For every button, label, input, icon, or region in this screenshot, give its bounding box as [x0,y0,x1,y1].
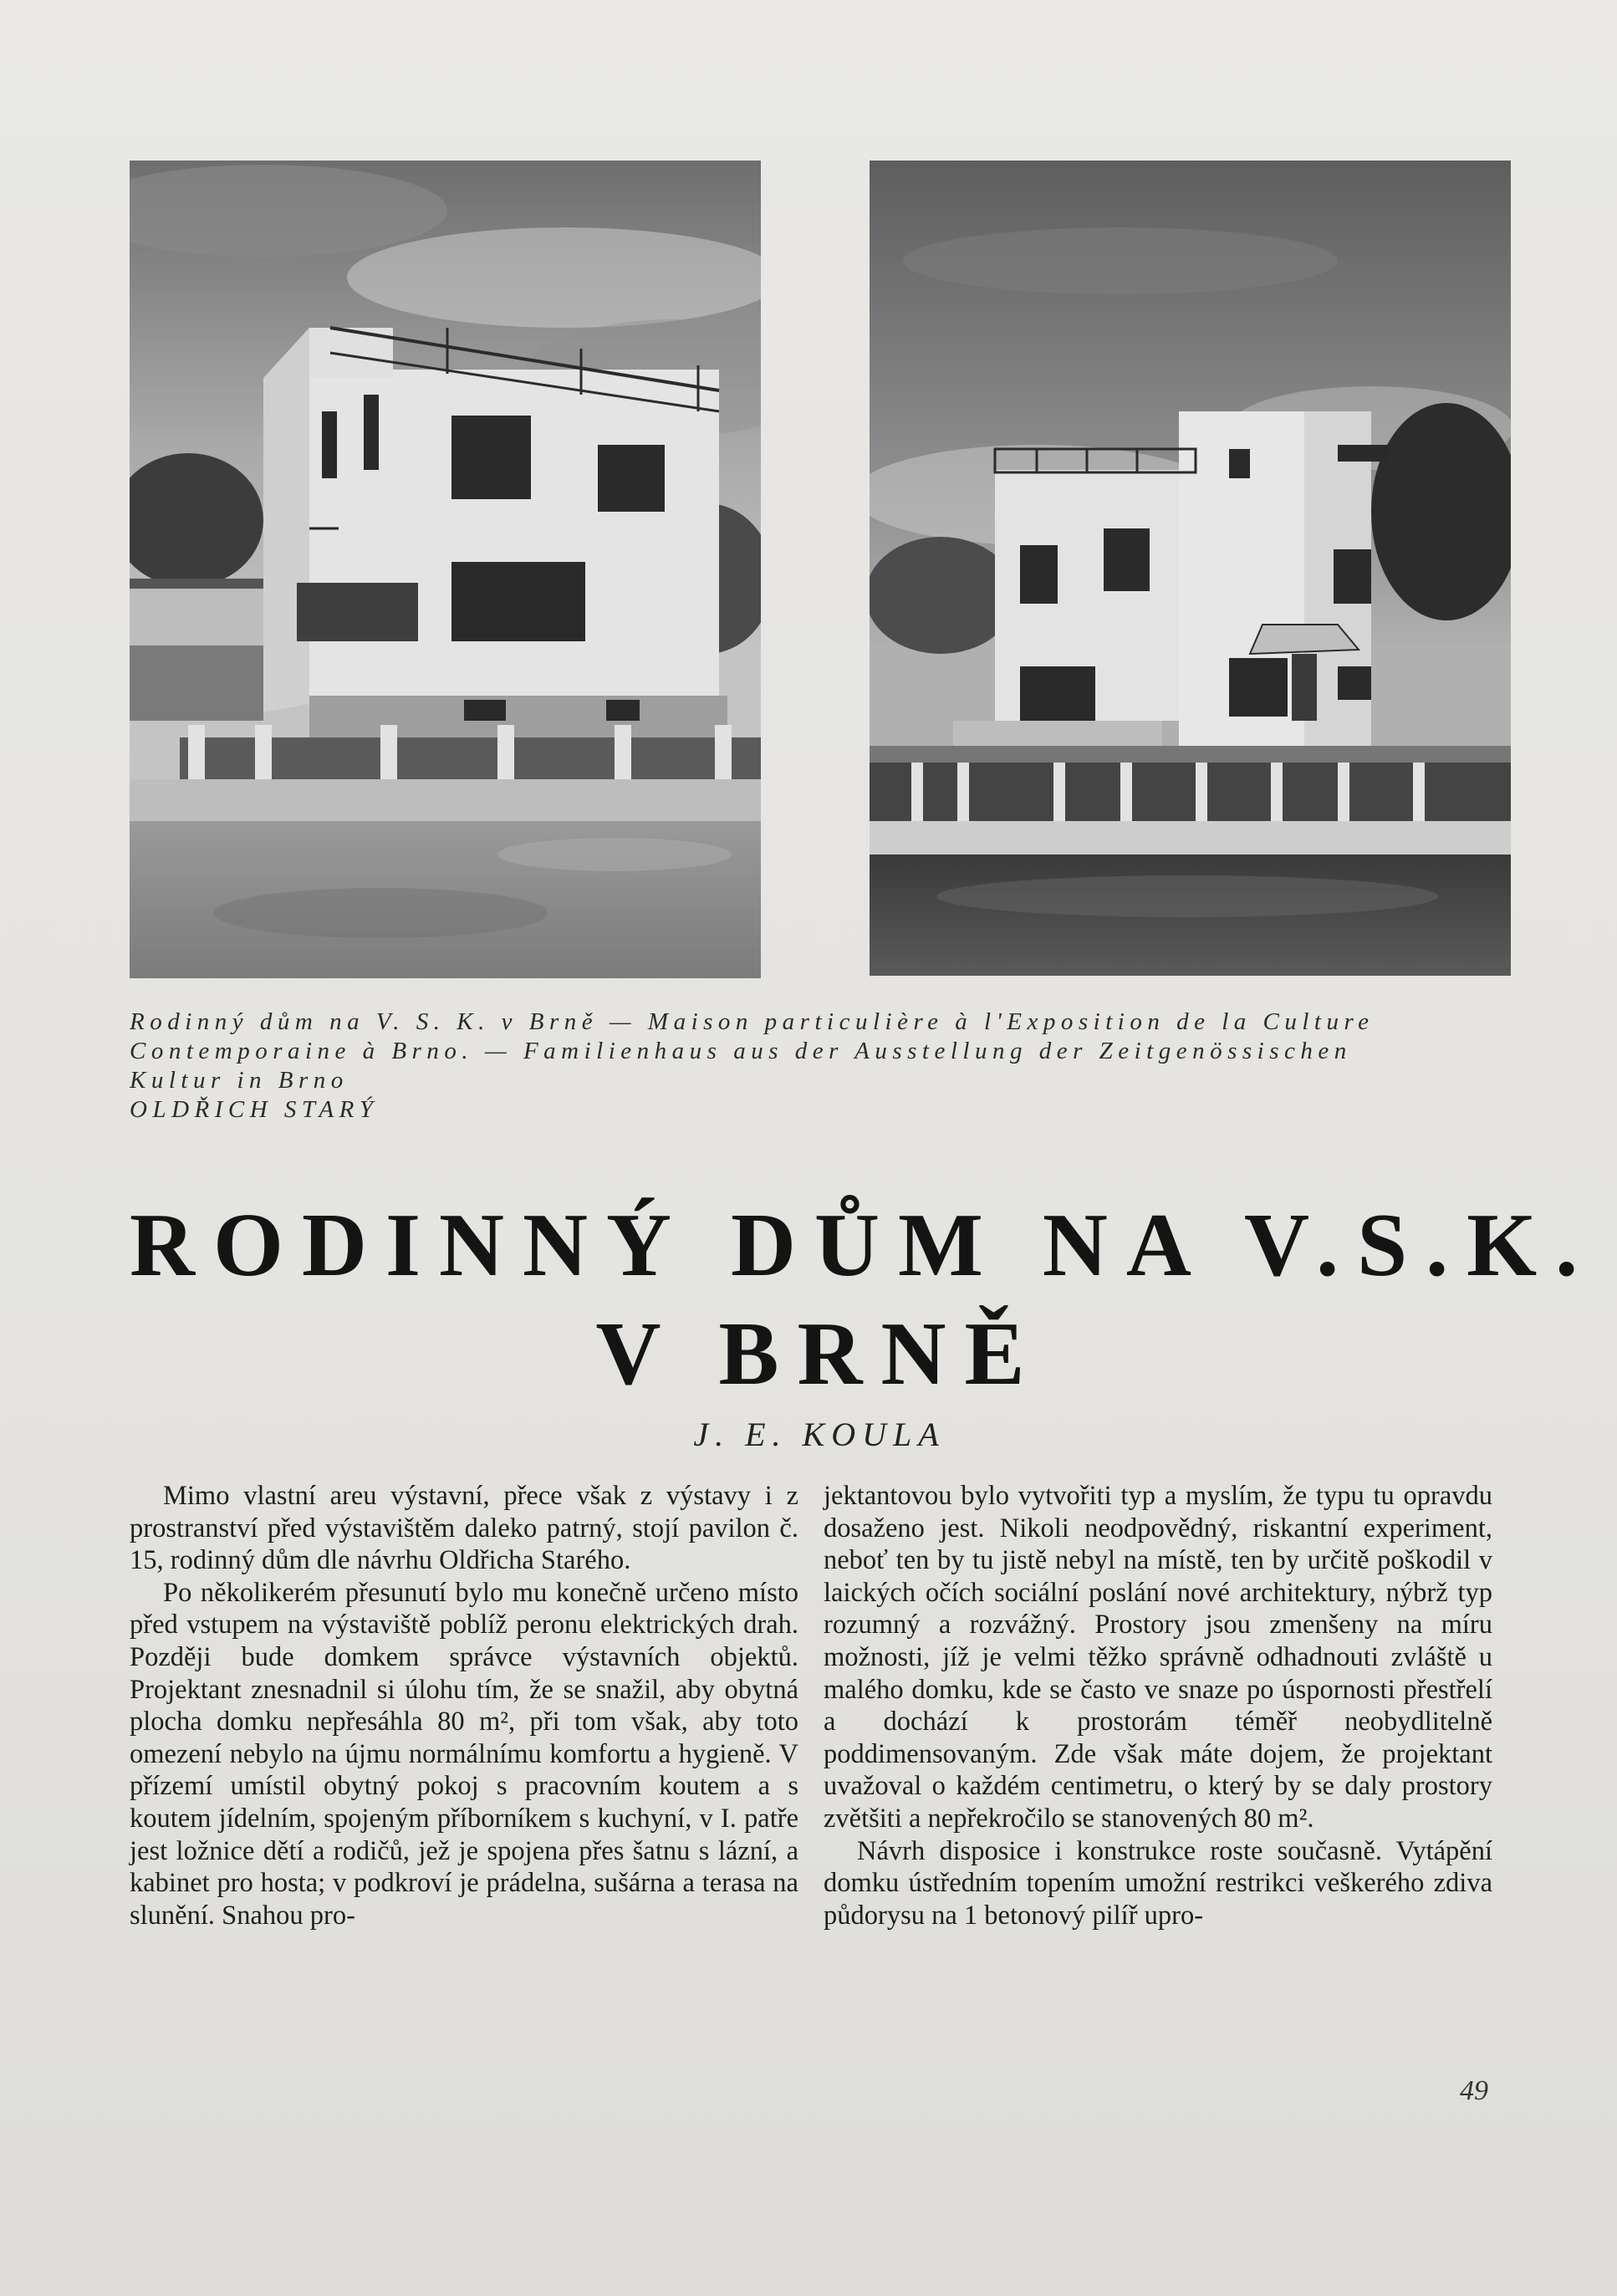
body-column-right [824,1480,1492,1931]
page-number: 49 [1460,2075,1488,2106]
house-photo-left-image [130,161,761,978]
caption-line-2: Contemporaine à Brno. — Familienhaus aus der Ausstellung der Zeitgenössischen [130,1038,1352,1064]
photo-caption [130,1008,1509,1125]
house-photo-right [870,161,1511,976]
caption-line-3: Kultur in Brno [130,1067,349,1094]
caption-line-1: Rodinný dům na V. S. K. v Brně — Maison particulière à l'Exposition de la Culture [130,1008,1375,1035]
paragraph: Návrh disposice i konstrukce roste současně. Vytápění domku ústředním topením umožní restrikci veškerého zdiva půdorysu na 1 betonový pilíř upro- [824,1835,1492,1931]
body-column-left [130,1480,798,1931]
author-byline: J. E. KOULA [693,1416,946,1453]
house-photo-right-image [870,161,1511,976]
article-title-line-2: V BRNĚ [595,1304,1043,1404]
article-title-line-1: RODINNÝ DŮM NA V.S.K. [130,1196,1597,1295]
house-photo-left [130,161,761,978]
paragraph: Po několikerém přesunutí bylo mu konečně určeno místo před vstupem na výstaviště poblíž peronu elektrických drah. Později bude domkem správce výstavních objektů. Projektant znesnadnil si úlohu tím, že se snažil, aby obytná plocha domku nepřesáhla 80 m², při tom však, aby toto omezení nebylo na újmu normálnímu komfortu a hygieně. V přízemí umístil obytný pokoj s pracovním koutem a s koutem jídelním, spojeným příborníkem s kuchyní, v I. patře jest ložnice dětí a rodičů, jež je spojena přes šatnu s lázní, a kabinet pro hosta; v podkroví je prádelna, sušárna a terasa na slunění. Snahou pro- [130,1577,798,1931]
article-title [130,1191,1597,1409]
caption-architect: OLDŘICH STARÝ [130,1096,379,1123]
paragraph: Mimo vlastní areu výstavní, přece však z výstavy i z prostranství před výstavištěm daleko patrný, stojí pavilon č. 15, rodinný dům dle návrhu Oldřicha Starého. [130,1481,798,1576]
paragraph: jektantovou bylo vytvořiti typ a myslím, že typu tu opravdu dosaženo jest. Nikoli neodpovědný, riskantní experiment, neboť ten by tu jistě nebyl na místě, ten by určitě poškodil v laických očích sociální poslání nové architektury, nýbrž typ rozumný a rozvážný. Prostory jsou zmenšeny na míru možnosti, jíž je velmi těžko správně odhadnouti zvláště u malého domku, kde se často ve snaze po úspornosti přestřelí a dochází k prostorám téměř neobydlitelně poddimensovaným. Zde však máte dojem, že projektant uvažoval o každém centimetru, o který by se daly prostory zvětšiti a nepřekročilo se stanovených 80 m². [824,1481,1492,1834]
